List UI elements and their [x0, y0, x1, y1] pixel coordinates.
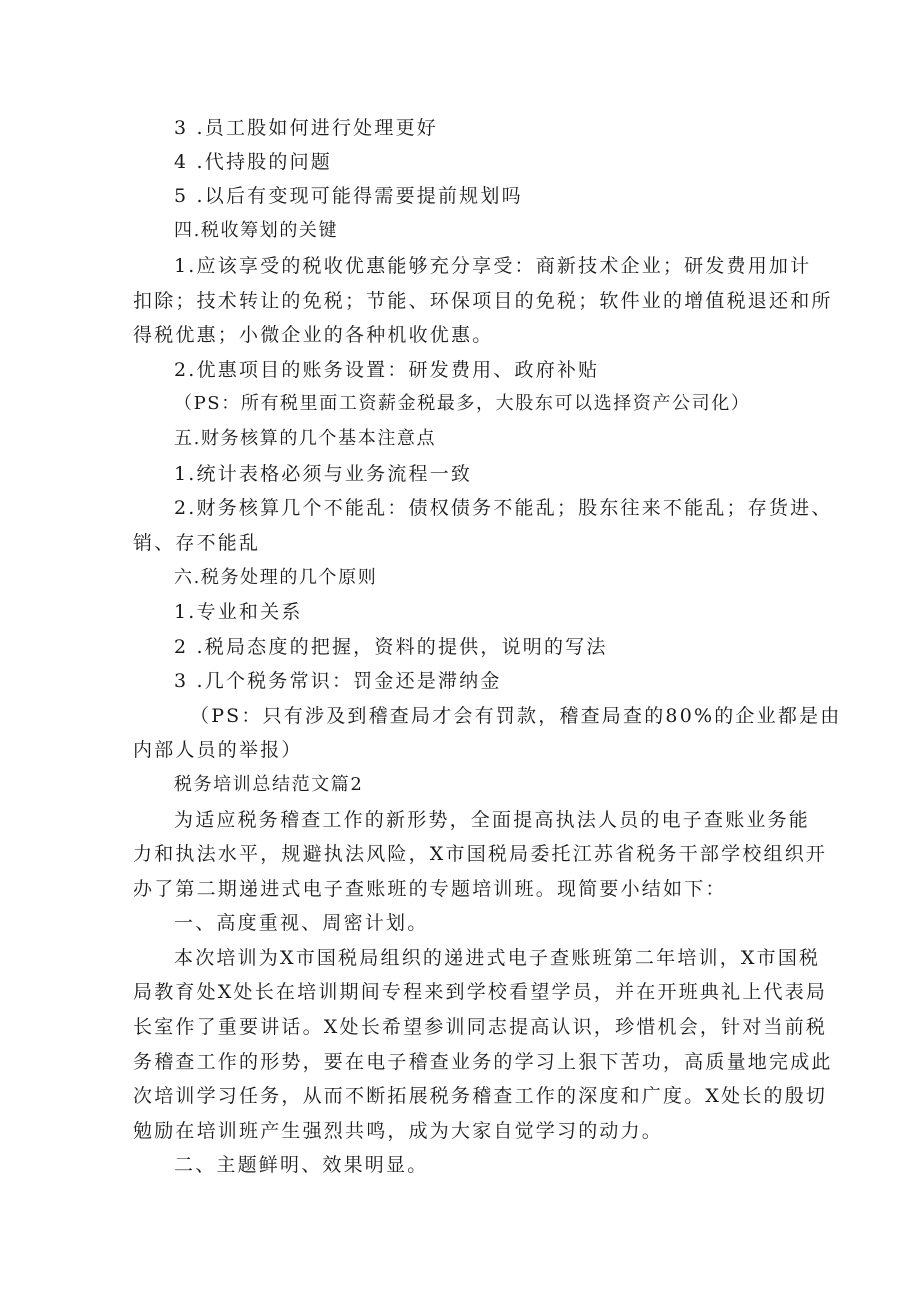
list-item: 5 .以后有变现可能得需要提前规划吗 [174, 185, 523, 207]
paragraph-line: 次培训学习任务，从而不断拓展税务稽查工作的深度和广度。X处长的殷切 [133, 1085, 828, 1107]
list-item: 3 .几个税务常识：罚金还是滞纳金 [174, 670, 502, 692]
paragraph-line: 局教育处X处长在培训期间专程来到学校看望学员，并在开班典礼上代表局 [133, 981, 828, 1003]
list-item: 2 .税局态度的把握，资料的提供，说明的写法 [174, 636, 608, 658]
note-line: （PS：所有税里面工资薪金税最多，大股东可以选择资产公司化） [174, 393, 751, 414]
paragraph-line: 长室作了重要讲话。X处长希望参训同志提高认识，珍惜机会，针对当前税 [133, 1016, 828, 1038]
list-item: 3 .员工股如何进行处理更好 [174, 117, 438, 139]
section-heading: 二、主题鲜明、效果明显。 [174, 1154, 429, 1176]
section-heading: 四.税收筹划的关键 [174, 220, 339, 241]
paragraph-line: 1.统计表格必须与业务流程一致 [174, 463, 473, 485]
article-subtitle: 税务培训总结范文篇2 [174, 774, 364, 795]
section-heading: 六.税务处理的几个原则 [174, 567, 378, 588]
section-heading: 一、高度重视、周密计划。 [174, 912, 429, 934]
paragraph-line: 本次培训为X市国税局组织的递进式电子查账班第二年培训，X市国税 [174, 947, 821, 969]
paragraph-line: 2.优惠项目的账务设置：研发费用、政府补贴 [174, 359, 600, 381]
paragraph-line: 2.财务核算几个不能乱：债权债务不能乱；股东往来不能乱；存货进、 [174, 497, 833, 519]
note-line: （PS：只有涉及到稽查局才会有罚款，稽查局查的80%的企业都是由 [190, 705, 842, 727]
paragraph-line: 1.应该享受的税收优惠能够充分享受：商新技术企业；研发费用加计 [174, 255, 812, 277]
paragraph-line: 务稽查工作的形势，要在电子稽查业务的学习上狠下苦功，高质量地完成此 [133, 1051, 833, 1073]
paragraph-line: 办了第二期递进式电子查账班的专题培训班。现简要小结如下： [133, 878, 727, 900]
paragraph-line: 销、存不能乱 [133, 532, 261, 554]
paragraph-line: 为适应税务稽查工作的新形势，全面提高执法人员的电子查账业务能 [174, 809, 811, 831]
paragraph-line: 得税优惠；小微企业的各种机收优惠。 [133, 324, 494, 346]
list-item: 1.专业和关系 [174, 601, 303, 623]
paragraph-line: 勉励在培训班产生强烈共鸣，成为大家自觉学习的动力。 [133, 1120, 664, 1142]
note-line: 内部人员的举报） [133, 739, 303, 761]
paragraph-line: 力和执法水平，规避执法风险，X市国税局委托江苏省税务干部学校组织开 [133, 843, 828, 865]
list-item: 4 .代持股的问题 [174, 151, 332, 173]
section-heading: 五.财务核算的几个基本注意点 [174, 428, 437, 449]
paragraph-line: 扣除；技术转让的免税；节能、环保项目的免税；软件业的增值税退还和所 [133, 290, 833, 312]
